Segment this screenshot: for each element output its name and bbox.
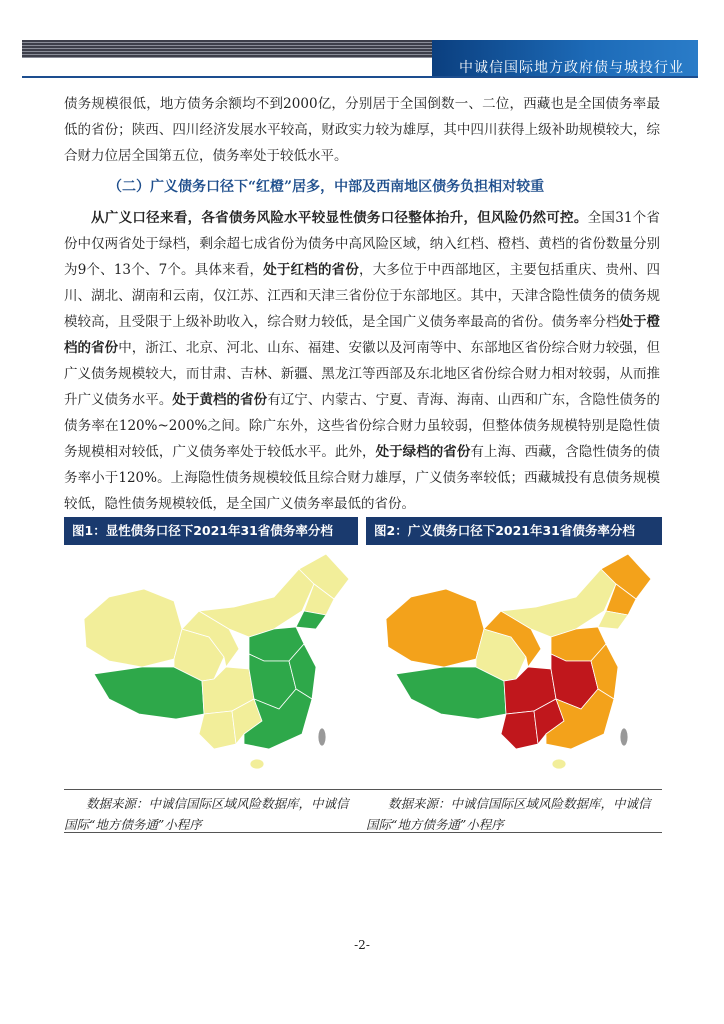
region-hainan xyxy=(552,759,566,769)
region-hainan xyxy=(250,759,264,769)
region-xinjiang xyxy=(386,589,484,667)
page-header xyxy=(22,40,698,78)
region-tibet xyxy=(396,667,506,719)
figure-1-source: 数据来源：中诚信国际区域风险数据库，中诚信国际“地方债务通”小程序 xyxy=(64,796,349,832)
p2-text-d: 有辽宁、内蒙古、宁夏、青海、海南、山西和广东，含隐性债务的债务率在120%~200%之间。除广东外，这些省份综合财力虽较弱，但整体债务规模特别是隐性债务规模相对较低，广义债务率处于较低水平。此外， xyxy=(64,392,661,460)
p2-text-c: 中，浙江、北京、河北、山东、福建、安徽以及河南等中、东部地区省份综合财力较强，但广义债务规模较大，而甘肃、吉林、新疆、黑龙江等西部及东北地区省份综合财力相对较弱，从而推升广义债务水平。 xyxy=(64,340,661,408)
paragraph-1: 债务规模很低，地方债务余额均不到2000亿，分别居于全国倒数一、二位，西藏也是全国债务率最低的省份；陕西、四川经济发展水平较高，财政实力较为雄厚，其中四川获得上级补助规模较大，综合财力位居全国第五位，债务率处于较低水平。 xyxy=(64,96,660,164)
p2-text-e: 有上海、西藏，含隐性债务的债务率小于120%。上海隐性债务规模较低且综合财力雄厚，广义债务率较低；西藏城投有息债务规模较低，隐性债务规模较低，是全国广义债务率最低的省份。 xyxy=(64,444,661,512)
region-tibet xyxy=(94,667,204,719)
region-yunnan xyxy=(501,711,538,749)
orange-tier-label: 处于橙档的省份 xyxy=(64,314,660,356)
section-heading: （二）广义债务口径下“红橙”居多，中部及西南地区债务负担相对较重 xyxy=(108,179,545,195)
page-number: -2- xyxy=(354,938,370,952)
figure-2-title: 图2：广义债务口径下2021年31省债务率分档 xyxy=(366,517,662,545)
header-title: 中诚信国际地方政府债与城投行业 xyxy=(459,60,684,76)
source-rule-bottom xyxy=(64,832,662,833)
green-tier-label: 处于绿档的省份 xyxy=(375,444,471,460)
figure-1-title: 图1：显性债务口径下2021年31省债务率分档 xyxy=(64,517,358,545)
p2-text-b: ，大多位于中西部地区，主要包括重庆、贵州、四川、湖北、湖南和云南，仅江苏、江西和天津三省份位于东部地区。其中，天津含隐性债务的债务规模较高，且受限于上级补助收入，综合财力较低，是全国广义债务率最高的省份。债务率分档 xyxy=(64,262,661,330)
region-taiwan xyxy=(620,728,628,746)
region-taiwan xyxy=(318,728,326,746)
map-broad-debt xyxy=(366,549,660,787)
p2-text-a: 全国31个省份中仅两省处于绿档，剩余超七成省份为债务中高风险区域，纳入红档、橙档、黄档的省份数量分别为9个、13个、7个。具体来看， xyxy=(64,210,661,278)
region-xinjiang xyxy=(84,589,182,667)
red-tier-label: 处于红档的省份 xyxy=(263,262,360,278)
header-rule xyxy=(22,76,698,78)
source-rule-top xyxy=(64,789,662,790)
lead-sentence: 从广义口径来看，各省债务风险水平较显性债务口径整体抬升，但风险仍然可控。 xyxy=(91,210,588,226)
header-banner xyxy=(432,40,698,78)
yellow-tier-label: 处于黄档的省份 xyxy=(172,392,268,408)
header-stripes xyxy=(22,40,432,58)
paragraph-2 xyxy=(64,205,660,517)
region-yunnan xyxy=(199,711,236,749)
map-explicit-debt xyxy=(64,549,358,787)
figure-2-source: 数据来源：中诚信国际区域风险数据库，中诚信国际“地方债务通”小程序 xyxy=(366,796,651,832)
